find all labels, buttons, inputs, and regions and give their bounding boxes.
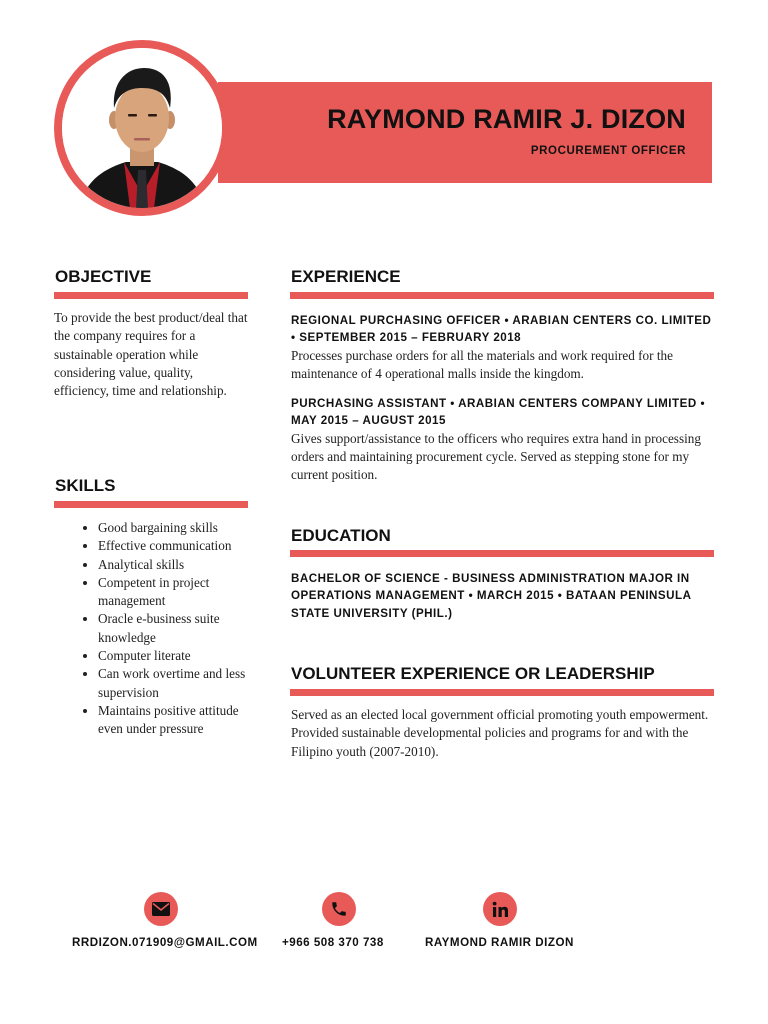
skills-list-container bbox=[54, 519, 252, 739]
job-description: Gives support/assistance to the officers who requires extra hand in processing orders and maintaining procurement cycle. Served as stepping stone for my current position. bbox=[291, 430, 701, 483]
candidate-name: RAYMOND RAMIR J. DIZON bbox=[327, 104, 686, 134]
skills-heading: SKILLS bbox=[55, 476, 116, 495]
volunteer-text: Served as an elected local government official promoting youth empowerment. Provided sustainable developmental policies and programs for and with the Filipino youth (2007-2010). bbox=[291, 707, 709, 759]
experience-job-2 bbox=[291, 395, 716, 485]
objective-text: To provide the best product/deal that the company requires for a sustainable operation while considering value, quality, efficiency, time and relationship. bbox=[54, 310, 248, 399]
skills-list bbox=[54, 519, 252, 739]
experience-heading: EXPERIENCE bbox=[291, 267, 401, 286]
job-description: Processes purchase orders for all the materials and work required for the maintenance of 4 operational malls inside the kingdom. bbox=[291, 347, 673, 382]
email-icon-badge[interactable] bbox=[144, 892, 178, 926]
volunteer-divider bbox=[290, 689, 714, 696]
skill-item: • Maintains positive attitude even under pressure bbox=[98, 702, 252, 739]
skill-item: • Can work overtime and less supervision bbox=[98, 665, 252, 702]
job-title: REGIONAL PURCHASING OFFICER • ARABIAN CENTERS CO. LIMITED • SEPTEMBER 2015 – FEBRUARY 2018 bbox=[291, 314, 712, 345]
experience-job-1 bbox=[291, 312, 716, 383]
phone-text[interactable]: +966 508 370 738 bbox=[282, 936, 384, 949]
skill-item: • Computer literate bbox=[98, 647, 252, 665]
linkedin-icon-badge[interactable] bbox=[483, 892, 517, 926]
education-divider bbox=[290, 550, 714, 557]
objective-heading: OBJECTIVE bbox=[55, 267, 152, 286]
profile-photo-frame bbox=[54, 40, 230, 216]
skill-item: • Effective communication bbox=[98, 537, 252, 555]
skill-item: • Good bargaining skills bbox=[98, 519, 252, 537]
skill-item: • Oracle e-business suite knowledge bbox=[98, 610, 252, 647]
objective-divider bbox=[54, 292, 248, 299]
skill-item: • Analytical skills bbox=[98, 556, 252, 574]
email-text[interactable]: RRDIZON.071909@GMAIL.COM bbox=[72, 936, 258, 949]
job-title: PURCHASING ASSISTANT • ARABIAN CENTERS COMPANY LIMITED • MAY 2015 – AUGUST 2015 bbox=[291, 397, 706, 428]
volunteer-heading: VOLUNTEER EXPERIENCE OR LEADERSHIP bbox=[291, 664, 655, 683]
person-portrait-icon bbox=[62, 48, 222, 208]
linkedin-text[interactable]: RAYMOND RAMIR DIZON bbox=[425, 936, 574, 949]
linkedin-icon bbox=[492, 901, 509, 918]
skills-divider bbox=[54, 501, 248, 508]
education-heading: EDUCATION bbox=[291, 526, 391, 545]
envelope-icon bbox=[152, 902, 170, 916]
phone-icon-badge[interactable] bbox=[322, 892, 356, 926]
phone-icon bbox=[330, 900, 348, 918]
education-entry: BACHELOR OF SCIENCE - BUSINESS ADMINISTRATION MAJOR IN OPERATIONS MANAGEMENT • MARCH 2015 • BATAAN PENINSULA STATE UNIVERSITY (PHIL.) bbox=[291, 572, 692, 620]
experience-divider bbox=[290, 292, 714, 299]
skill-item: • Competent in project management bbox=[98, 574, 252, 611]
profile-photo bbox=[62, 48, 222, 208]
candidate-role: PROCUREMENT OFFICER bbox=[530, 145, 686, 157]
